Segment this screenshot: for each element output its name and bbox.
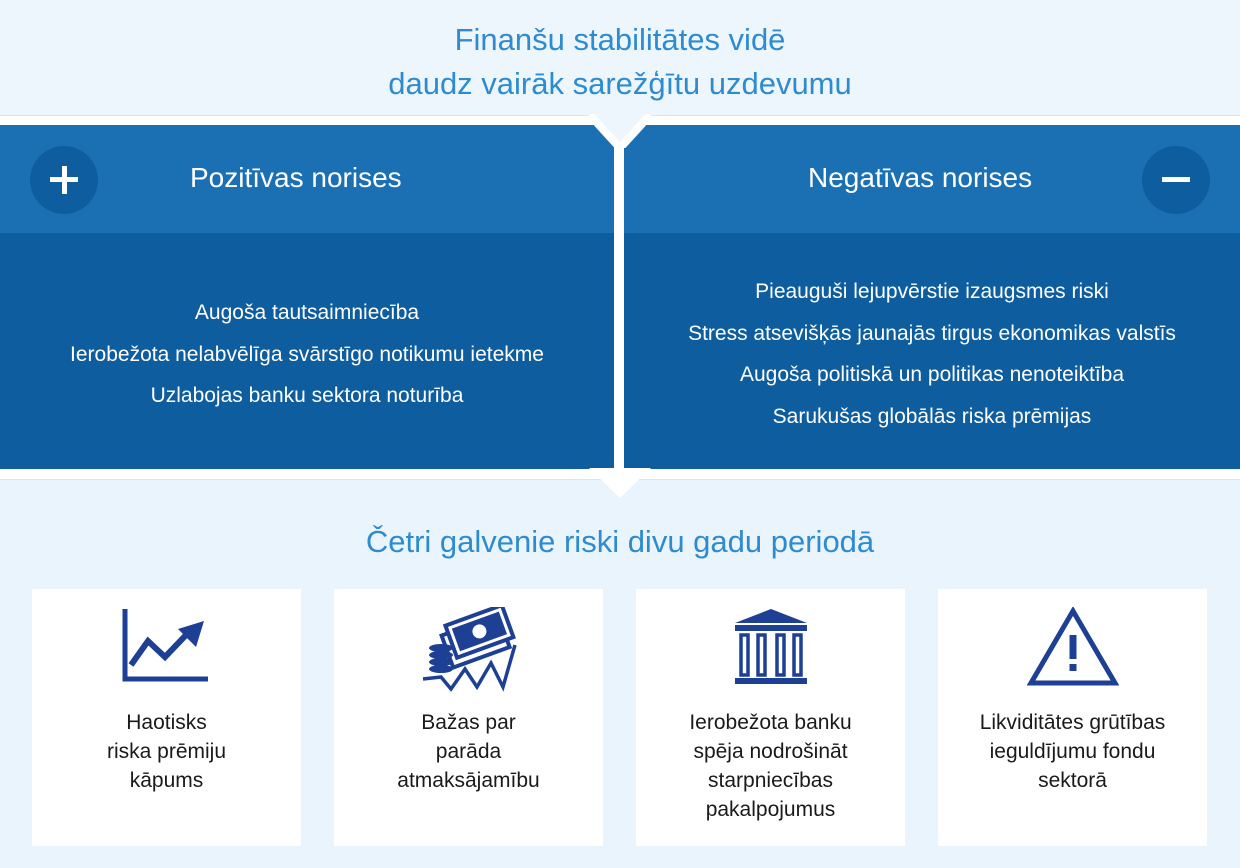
risk-card: [636, 589, 905, 846]
risk-card-label: riska prēmiju: [106, 740, 227, 763]
risk-card: [938, 589, 1207, 846]
risk-card: [32, 589, 301, 846]
risk-card-label: spēja nodrošināt: [693, 740, 848, 763]
risk-card-label: parāda: [435, 740, 502, 763]
risk-card-label: ieguldījumu fondu: [989, 740, 1156, 763]
main-title-line-2: daudz vairāk sarežģītu uzdevumu: [388, 66, 852, 101]
warning-triangle-icon: [1027, 607, 1119, 687]
divider-line: [614, 125, 624, 469]
bank-building-icon: [733, 607, 809, 685]
main-title-line-1: Finanšu stabilitātes vidē: [454, 22, 786, 57]
positive-heading: Pozitīvas norises: [190, 162, 402, 193]
positive-list: [0, 292, 614, 417]
risks-heading: Četri galvenie riski divu gadu periodā: [365, 524, 875, 559]
positive-panel-header: [0, 125, 614, 233]
risk-card-label: sektorā: [1038, 769, 1107, 792]
risk-card-label: Ierobežota banku: [689, 711, 852, 734]
negative-item: Stress atsevišķās jaunajās tirgus ekonomikas valstīs: [688, 321, 1176, 345]
rising-chart-icon: [122, 607, 212, 683]
negative-panel-header: [624, 125, 1240, 233]
risk-card-label: starpniecības: [708, 769, 833, 792]
money-falling-chart-icon: [419, 607, 519, 699]
risk-card-label: Likviditātes grūtības: [979, 711, 1166, 734]
negative-panel: [624, 125, 1240, 469]
risk-card-label: pakalpojumus: [705, 798, 836, 821]
positive-panel: [0, 125, 614, 469]
negative-item: Sarukušas globālās riska prēmijas: [772, 404, 1092, 428]
positive-item: Uzlabojas banku sektora noturība: [150, 384, 464, 407]
minus-icon: [1142, 146, 1210, 214]
positive-item: Augoša tautsaimniecība: [194, 301, 420, 324]
risk-card-label: kāpums: [129, 769, 204, 792]
negative-item: Augoša politiskā un politikas nenoteiktība: [739, 363, 1125, 386]
positive-item: Ierobežota nelabvēlīga svārstīgo notikumu ietekme: [70, 342, 544, 366]
risk-card-label: Haotisks: [126, 711, 207, 734]
negative-heading: Negatīvas norises: [808, 162, 1033, 193]
negative-list: [624, 271, 1240, 437]
chevron-down-icon: [589, 468, 651, 500]
plus-icon: [30, 146, 98, 214]
negative-item: Pieauguši lejupvērstie izaugsmes riski: [755, 280, 1109, 303]
risk-card-label: atmaksājamību: [397, 769, 540, 792]
risk-card-label: Bažas par: [421, 711, 516, 734]
chevron-down-icon: [589, 114, 651, 148]
main-title: [0, 18, 1240, 106]
risk-card: [334, 589, 603, 846]
